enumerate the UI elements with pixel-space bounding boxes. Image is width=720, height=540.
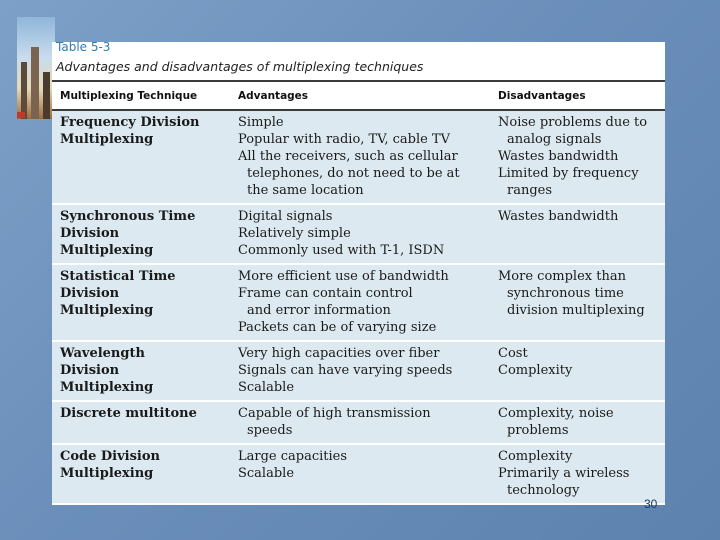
column-header-technique: Multiplexing Technique	[52, 81, 230, 110]
technique-cell	[52, 341, 230, 401]
column-header-advantages: Advantages	[230, 81, 490, 110]
advantage-line: Large capacities	[238, 449, 348, 464]
technique-line: Code Division	[60, 449, 160, 464]
technique-line: Wavelength	[60, 346, 145, 361]
table-row	[52, 204, 665, 264]
table-title: Advantages and disadvantages of multiplexing techniques	[56, 59, 424, 74]
multiplexing-table	[52, 80, 665, 505]
disadvantage-line: analog signals	[507, 132, 602, 147]
technique-line: Statistical Time	[60, 269, 176, 284]
disadvantage-line: technology	[507, 483, 580, 498]
technique-line: Discrete multitone	[60, 406, 197, 421]
disadvantages-cell	[490, 110, 665, 204]
disadvantage-line: Complexity, noise	[498, 406, 614, 421]
thumbnail-building-2	[31, 47, 39, 119]
thumbnail-accent	[17, 112, 25, 118]
thumbnail-building-3	[43, 72, 50, 119]
technique-cell	[52, 444, 230, 504]
advantage-line: Capable of high transmission	[238, 406, 431, 421]
table-row	[52, 341, 665, 401]
advantage-line: Simple	[238, 115, 284, 130]
technique-line: Multiplexing	[60, 466, 154, 481]
disadvantage-line: Cost	[498, 346, 528, 361]
advantage-line: Scalable	[238, 466, 295, 481]
advantage-line: Packets can be of varying size	[238, 320, 437, 335]
technique-cell	[52, 110, 230, 204]
table-row	[52, 401, 665, 444]
disadvantage-line: Wastes bandwidth	[498, 209, 619, 224]
technique-cell	[52, 204, 230, 264]
advantages-cell	[230, 110, 490, 204]
technique-cell	[52, 264, 230, 341]
disadvantage-line: problems	[507, 423, 569, 438]
disadvantage-line: Complexity	[498, 363, 573, 378]
technique-line: Multiplexing	[60, 132, 154, 147]
table-sheet	[52, 42, 665, 497]
table-header-row	[52, 81, 665, 110]
technique-line: Division	[60, 226, 120, 241]
disadvantages-cell	[490, 204, 665, 264]
disadvantage-line: division multiplexing	[507, 303, 645, 318]
disadvantages-cell	[490, 341, 665, 401]
table-caption	[56, 42, 661, 80]
page-number: 30	[644, 497, 658, 511]
advantage-line: telephones, do not need to be at	[247, 166, 460, 181]
disadvantage-line: More complex than	[498, 269, 626, 284]
disadvantage-line: Noise problems due to	[498, 115, 648, 130]
slide-thumbnail-image	[17, 17, 55, 119]
disadvantage-line: Wastes bandwidth	[498, 149, 619, 164]
advantages-cell	[230, 401, 490, 444]
disadvantage-line: ranges	[507, 183, 553, 198]
technique-line: Multiplexing	[60, 243, 154, 258]
table-number: Table 5-3	[56, 40, 111, 54]
table-row	[52, 444, 665, 504]
disadvantage-line: synchronous time	[507, 286, 624, 301]
disadvantage-line: Limited by frequency	[498, 166, 639, 181]
advantage-line: More efficient use of bandwidth	[238, 269, 449, 284]
table-row	[52, 110, 665, 204]
disadvantages-cell	[490, 401, 665, 444]
technique-line: Frequency Division	[60, 115, 200, 130]
advantage-line: speeds	[247, 423, 293, 438]
advantage-line: Signals can have varying speeds	[238, 363, 453, 378]
technique-line: Multiplexing	[60, 380, 154, 395]
advantages-cell	[230, 341, 490, 401]
advantage-line: All the receivers, such as cellular	[238, 149, 458, 164]
advantage-line: Digital signals	[238, 209, 333, 224]
table-row	[52, 264, 665, 341]
technique-line: Synchronous Time	[60, 209, 196, 224]
technique-line: Division	[60, 363, 120, 378]
advantage-line: Scalable	[238, 380, 295, 395]
advantage-line: Relatively simple	[238, 226, 351, 241]
advantages-cell	[230, 264, 490, 341]
advantage-line: the same location	[247, 183, 364, 198]
advantages-cell	[230, 204, 490, 264]
disadvantages-cell	[490, 264, 665, 341]
advantage-line: and error information	[247, 303, 391, 318]
technique-cell	[52, 401, 230, 444]
technique-line: Multiplexing	[60, 303, 154, 318]
advantage-line: Very high capacities over fiber	[238, 346, 440, 361]
column-header-disadvantages: Disadvantages	[490, 81, 665, 110]
advantage-line: Commonly used with T-1, ISDN	[238, 243, 445, 258]
disadvantage-line: Complexity	[498, 449, 573, 464]
advantage-line: Popular with radio, TV, cable TV	[238, 132, 450, 147]
technique-line: Division	[60, 286, 120, 301]
disadvantage-line: Primarily a wireless	[498, 466, 630, 481]
advantages-cell	[230, 444, 490, 504]
disadvantages-cell	[490, 444, 665, 504]
advantage-line: Frame can contain control	[238, 286, 413, 301]
thumbnail-building-1	[21, 62, 27, 119]
